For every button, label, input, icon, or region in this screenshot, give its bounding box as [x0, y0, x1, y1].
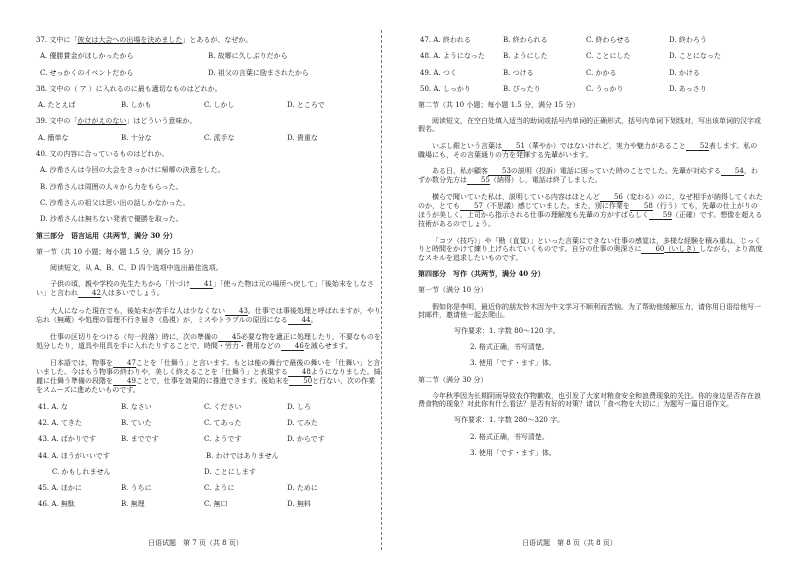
option-a: 46. A. 無駄 — [38, 500, 75, 509]
option-c: C. うっかり — [586, 84, 624, 93]
option-d: D. ところで — [287, 101, 325, 110]
question-38-stem: 38. 文中の（ ア ）に入れるのに最も適切なものはどれか。 — [36, 84, 222, 93]
question-44-options-row1 — [36, 452, 381, 460]
option-b: B. までです — [121, 435, 159, 444]
option-c: C. ことにした — [586, 52, 631, 61]
option-c: C. ように — [204, 484, 235, 493]
option-d: D. ことにします — [204, 467, 256, 476]
writing-prompt-2: 今年秋季因为长期阴雨导致农作物歉收，也引发了大家对粮食安全和浪费现象的关注。你的身边是否存在浪费食物的现象？对此你有什么看法？是否有好的对策？请以「食べ物を大切に」为题写一篇日语作文。 — [418, 392, 761, 409]
page-footer-left: 日语试题 第 7 页（共 8 页） — [148, 539, 243, 547]
option-d: D. 無料 — [287, 500, 311, 509]
option-a: 44. A. ほうがいいです — [38, 451, 110, 460]
option-a: 50. A. しっかり — [420, 84, 471, 93]
option-c: C. 無口 — [204, 500, 228, 509]
option-a: A. 優勝賞金がほしかったから — [40, 52, 134, 61]
passage-paragraph-3: 横らで聞いていた私は，説明している内容はほとんど 56（変わる）のに，なぜ相手が納得してくれたのか，とても 57（不思議）感じていました。また，別に作業を 58（行う）ても，先輩の仕上がりのほうが美しく，上司から指示される仕事の理解度も先輩の方がすばらしく 59（正確）です。想像を超える技術があるのでしょう。 — [418, 193, 763, 229]
question-40-option-d: D. 沙希さんは無ちない発表で優勝を取った。 — [40, 215, 183, 224]
question-50-options — [418, 85, 763, 93]
option-d: D. ことになった — [669, 52, 721, 61]
option-b: B. わけではありません — [206, 451, 279, 460]
option-c: C. 派手な — [204, 133, 235, 142]
section-2-heading: 第二节（共 10 小题；每小题 1.5 分，满分 15 分） — [418, 101, 580, 110]
question-40-stem: 40. 文の内容に合っているものはどれか。 — [36, 150, 169, 159]
option-b: B. 十分な — [121, 133, 152, 142]
instructions: 阅读短文，从 A、B、C、D 四个选项中选出最佳选项。 — [50, 264, 223, 273]
writing-1-requirement-1: 写作要求：1. 字数 80～120 字。 — [454, 326, 560, 335]
question-43-options — [36, 435, 381, 443]
option-a: 47. A. 終われる — [420, 36, 471, 44]
passage-paragraph-3: 仕事の区切りをつける（句一段落）時に，次の準備の 45必要な物を適正に処理したり，不要なものを処分したり，道具や用具を手に入れたりすることで，時間・労力・費用などの 46を減らせます。 — [36, 333, 381, 351]
left-page — [36, 36, 381, 517]
option-a: A. たとえば — [38, 101, 76, 110]
option-c: C. 終わらせる — [586, 36, 631, 44]
page-footer-right: 日语试题 第 8 页（共 8 页） — [522, 539, 617, 547]
option-b: B. つける — [503, 68, 534, 77]
option-b: B. 無理 — [121, 500, 145, 509]
section-2-instructions: 阅读短文，在空白处填入适当的助词或括号内单词的正确形式，括号内单词下划线对，写出该单词的汉字或假名。 — [418, 117, 761, 134]
option-d: D. あっさり — [669, 84, 707, 93]
question-46-options — [36, 500, 381, 508]
option-b: B. ようにした — [503, 52, 548, 61]
part-3-heading: 第三部分 语言运用（共两节，满分 30 分） — [36, 230, 177, 240]
question-40-option-b: B. 沙希さんは周囲の人々から力をもらった。 — [40, 182, 183, 191]
option-b: B. ぴったり — [503, 84, 541, 93]
passage-paragraph-2: 大人になった現在でも，後始末が苦手な人は少なくない 43。仕事では事後処理と呼ばれますが，やり忘れ（無蔵）や処理の管理不行き届き（島視）が，ミスやトラブルの原因になる 44。 — [36, 306, 381, 324]
option-a: 48. A. ようになった — [420, 52, 485, 61]
writing-2-requirement-2: 2. 格式正确，书写清楚。 — [470, 432, 549, 441]
passage-paragraph-1: いぶし銀という言葉は 51（華やか）ではないけれど，実力や魅力があること 52表します。私の職場にも，その言葉通りの力を発揮する先輩がいます。 — [418, 141, 758, 159]
option-b: B. 終わられる — [503, 36, 548, 44]
writing-1-requirement-3: 3. 使用「です・ます」体。 — [470, 359, 556, 368]
option-a: 45. A. ほかに — [38, 484, 82, 493]
right-page — [418, 36, 763, 465]
option-a: 43. A. ばかりです — [38, 435, 96, 444]
option-a: 42. A. てきた — [38, 418, 82, 427]
question-44-options-row2 — [36, 468, 381, 476]
question-49-options — [418, 69, 763, 77]
option-d: D. 祖父の言葉に励まされたから — [208, 68, 309, 77]
question-37-stem: 37. 文中に「彼女は大会への出場を決めました」とあるが、なぜか。 — [36, 36, 253, 44]
question-37-options-row1 — [40, 52, 381, 60]
option-b: B. なさい — [121, 402, 152, 411]
passage-paragraph-4: 「コツ（技巧）」や「勘（直覚）」といった言葉にできない仕事の感覚は，多様な経験を積み重ね，じっくりと時間をかけて練り上げられていくものです。自分の仕事の奥深さに 60（いしき）しながら，より高度なスキルを追求したいものです。 — [418, 236, 763, 262]
question-39-options — [36, 134, 381, 142]
option-c: C. せっかくのイベントだから — [40, 68, 134, 77]
writing-2-requirement-3: 3. 使用「です・ます」体。 — [470, 448, 556, 457]
option-b: B. しかも — [121, 101, 152, 110]
option-c: C. かかる — [586, 68, 617, 77]
option-d: D. からです — [287, 435, 325, 444]
part-4-heading: 第四部分 写作（共两节，满分 40 分） — [418, 268, 545, 278]
writing-1-requirement-2: 2. 格式正确，书写清楚。 — [470, 343, 549, 352]
question-40-option-c: C. 沙希さんの祖父は思い出の話しかなかった。 — [40, 198, 190, 207]
option-c: C. ください — [204, 402, 242, 411]
writing-section-2-heading: 第二节（满分 30 分） — [418, 375, 488, 384]
option-b: B. うちに — [121, 484, 152, 493]
option-d: D. しろ — [287, 402, 311, 411]
option-d: D. てみた — [287, 418, 318, 427]
option-c: C. ようです — [204, 435, 242, 444]
writing-2-requirement-1: 写作要求：1. 字数 280～320 字。 — [454, 416, 565, 425]
option-c: C. しかし — [204, 101, 235, 110]
section-1-heading: 第一节（共 10 小题；每小题 1.5 分，满分 15 分） — [36, 247, 198, 256]
question-38-options — [36, 101, 381, 109]
passage-paragraph-2: ある日，私が顧客 53の説明（投訴）電話に困っていた時のことでした。先輩が対応する 54，わずか数分先方は 55（納得）し，電話は終了しました。 — [418, 167, 758, 185]
option-c: C. かもしれません — [52, 467, 111, 476]
option-d: D. 貴重な — [287, 133, 318, 142]
question-37-options-row2 — [40, 69, 381, 77]
question-45-options — [36, 484, 381, 492]
writing-prompt-1: 假如你是李明，最近你的朋友铃木因为中文学习不顺利而苦恼。为了帮助他缓解压力，请你用日语给他写一封邮件，邀请他一起去爬山。 — [418, 302, 761, 319]
question-40-option-a: A. 沙希さんは今回の大会をきっかけに帰郷の決意をした。 — [40, 166, 225, 175]
question-42-options — [36, 419, 381, 427]
question-47-options — [418, 36, 763, 44]
option-d: D. かける — [669, 68, 700, 77]
question-41-options — [36, 403, 381, 411]
passage-paragraph-1: 子供の頃，親や学校の先生たちから「片づけ 41」「使った物は元の場所へ戻して」「後始末をしなさい」と言われ 42人は多いでしょう。 — [36, 280, 374, 298]
option-a: A. 簡単な — [38, 133, 69, 142]
option-a: 41. A. な — [38, 402, 68, 411]
option-a: 49. A. つく — [420, 68, 457, 77]
option-c: C. てあった — [204, 418, 242, 427]
page-divider — [381, 30, 383, 550]
writing-section-1-heading: 第一节（满分 10 分） — [418, 286, 488, 295]
option-d: D. ために — [287, 484, 318, 493]
option-b: B. 故郷に久しぶりだから — [208, 52, 288, 61]
question-48-options — [418, 52, 763, 60]
option-d: D. 終わろう — [669, 36, 707, 44]
question-39-stem: 39. 文中の「かけがえのない」はどういう意味か。 — [36, 117, 197, 126]
passage-paragraph-4: 日本語では，物事を 47ことを「仕舞う」と言います。もとは能の舞台で最後の舞いを「仕舞い」と言いました。今はもう物事の終わりや，美しく終えることを「仕舞う」と表現する 48ようになりました。綺麗に仕舞う準備の段階を 49ことで，仕事を効果的に推進できます。後始末を 50と行ない，次の作業をスムーズに進めたいものです。 — [36, 359, 381, 395]
option-b: B. ていた — [121, 418, 152, 427]
